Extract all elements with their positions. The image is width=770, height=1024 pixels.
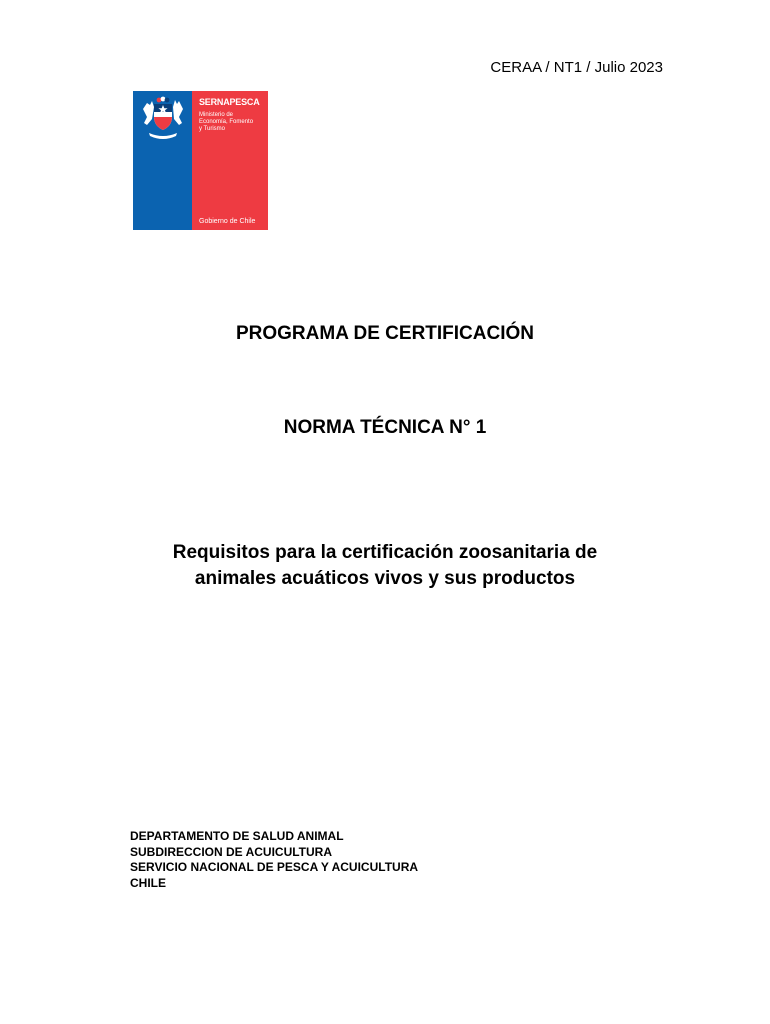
coat-of-arms-icon — [139, 95, 187, 141]
logo-ministry — [199, 112, 271, 133]
department-block — [130, 829, 418, 891]
department-line: SERVICIO NACIONAL DE PESCA Y ACUICULTURA — [130, 860, 419, 874]
department-line: DEPARTAMENTO DE SALUD ANIMAL — [130, 829, 344, 843]
subtitle-line: animales acuáticos vivos y sus productos — [194, 568, 576, 589]
logo-red-panel — [192, 91, 268, 230]
logo-blue-panel — [133, 91, 192, 230]
logo-ministry-line: Economía, Fomento — [199, 119, 254, 125]
logo-ministry-line: y Turismo — [199, 126, 226, 132]
document-reference: CERAA / NT1 / Julio 2023 — [490, 59, 663, 76]
department-line: CHILE — [130, 875, 166, 890]
norma-title: NORMA TÉCNICA N° 1 — [283, 417, 487, 438]
logo-ministry-line: Ministerio de — [199, 112, 234, 118]
logo-government: Gobierno de Chile — [199, 218, 256, 225]
subtitle-line: Requisitos para la certificación zoosanitaria de — [172, 542, 598, 563]
sernapesca-logo — [133, 91, 268, 230]
program-title: PROGRAMA DE CERTIFICACIÓN — [235, 323, 535, 344]
department-line: SUBDIRECCION DE ACUICULTURA — [130, 844, 332, 859]
logo-brand-name: SERNAPESCA — [199, 97, 260, 107]
document-subtitle — [0, 540, 770, 592]
